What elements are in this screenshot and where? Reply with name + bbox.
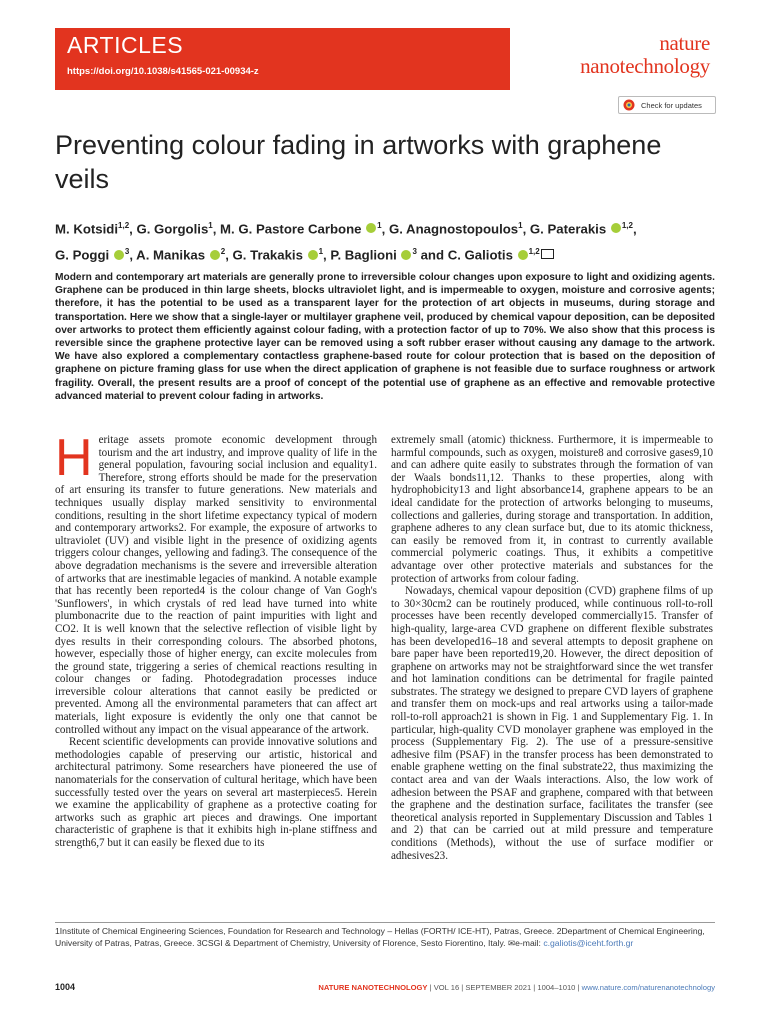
affiliations-footnote [55,925,715,950]
check-updates-label: Check for updates [641,100,702,110]
orcid-icon[interactable] [518,250,528,260]
doi-link[interactable]: https://doi.org/10.1038/s41565-021-00934-z [67,66,259,77]
affiliations-text: 1Institute of Chemical Engineering Sciences, Foundation for Research and Technology – Hellas (FORTH/ ICE-HT), Patras, Greece. 2Department of Chemical Engineering, University of Patras, Patras, Greece. 3CSGI & Department of Chemistry, University of Florence, Sesto Fiorentino, Italy. [55,926,705,949]
journal-name-line2: nanotechnology [580,54,710,78]
authors-line-1: M. Kotsidi$^{1,2}$, G. Gorgolis$^1$, M. G. Pastore Carbone $^1$, G. Anagnostopoulos$^1$, G. Paterakis $^{1,2}$, [55,221,637,237]
paragraph [55,429,377,736]
email-envelope-icon[interactable] [541,249,554,259]
footer-citation [299,983,715,992]
email-link[interactable]: c.galiotis@iceht.forth.gr [543,938,634,949]
body-column-left [55,429,377,850]
footer-issue: | VOL 16 | SEPTEMBER 2021 | 1004–1010 | [427,983,582,992]
check-for-updates-button[interactable] [618,96,716,114]
orcid-icon[interactable] [611,223,621,233]
paragraph: Nowadays, chemical vapour deposition (CVD) graphene films of up to 30×30cm2 can be routinely produced, while continuous roll-to-roll processes have been recently developed commercially15. Transfer of high-quality, large-area CVD graphene on different flexible substrates has been developed16–18 and several attempts to deposit graphene on bare paper have been reported19,20. However, the direct deposition of graphene on artworks may not be straightforward since the wet transfer and hot lamination conditions can be detrimental for fragile painted substrates. The strategy we designed to prepare CVD layers of graphene and transfer them on mock-ups and real artworks using a tailor-made roll-to-roll approach21 is shown in Fig. 1 and Supplementary Fig. 1. In particular, high-quality CVD monolayer graphene was employed in the process (Supplementary Fig. 2). The use of a pressure-sensitive adhesive film (PSAF) in the transfer process has been demonstrated to enable graphene wetting on the final substrate22, thus maximizing the contact area and van der Waals interactions. Also, the low work of adhesion between the PSAF and graphene, compared with that between the graphene and the destination surface, facilitates the transfer (see theoretical analysis reported in Supplementary Discussion and Tables 1 and 2) that can be carried out at mild pressure and temperature conditions (Methods), without the use of surface modifier or adhesives23. [391,585,713,862]
section-label: ARTICLES [67,32,184,58]
body-column-right [391,434,713,862]
email-icon: ✉ [507,938,516,949]
page-number: 1004 [55,982,76,992]
footnote-divider [55,922,715,923]
footer-url-link[interactable]: www.nature.com/naturenanotechnology [581,983,715,992]
paragraph: Recent scientific developments can provide innovative solutions and methodologies capable of preserving our artistic, historical and architectural patrimony. Some researchers have pioneered the use of nanomaterials for the conservation of cultural heritage, which have been successfully tested over the years on several art masterpieces5. Herein we examine the applicability of graphene as a protective coating for artworks such as graphic art pieces and drawings. One important characteristic of graphene is that it exhibits high in-plane stiffness and strength6,7 but it can easily be flexed due to its [55,736,377,849]
paragraph-text: eritage assets promote economic development through tourism and the art industry, and improve quality of life in the general population, favouring social inclusion and equality1. Therefore, strong efforts should be made for the preservation of art ensuring its transfer to future generations. New materials and techniques usually display marked sensitivity to environmental conditions, resulting in the short lifetime expectancy typical of modern and contemporary artworks2. For example, the exposure of artworks to ultraviolet (UV) and visible light in the presence of oxidizing agents triggers colour changes, yellowing and fading3. The consequence of the above degradation mechanisms is the severe and irreversible alteration of artworks that are inestimable legacies of mankind. A notable example that has recently been reported4 is the colour change of Van Gogh's 'Sunflowers', in which crystals of red lead have turned into white plumbonacrite due to the reaction of paint impurities with light and CO2. It is well known that the selective reflection of visible light by dyes results in their corresponding colours. The absorbed photons, however, especially those of higher energy, can excite molecules from the ground state, triggering a series of chemical reactions resulting in colour changes or fading. Photodegradation processes induce irreversible colour alterations that cannot easily be predicted or prevented. Among all the environmental parameters that can affect art materials, light exposure is evidently the only one that cannot be controlled without any impact on the visual appearance of the artwork. [55,434,377,736]
abstract: Modern and contemporary art materials are generally prone to irreversible colour changes upon exposure to light and oxidizing agents. Graphene can be produced in thin large sheets, blocks ultraviolet light, and is impermeable to oxygen, moisture and corrosive agents; therefore, it has the potential to be used as a transparent layer for the protection of art objects in museums, during storage and transportation. Here we show that a single-layer or multilayer graphene veil, produced by chemical vapour deposition, can be deposited over artworks to protect them efficiently against colour fading, with a protection factor of up to 70%. We also show that this process is reversible since the graphene protective layer can be removed using a soft rubber eraser without causing any damage to the artwork. We have also explored a complementary contactless graphene-based route for colour protection that is based on the deposition of graphene on picture framing glass for use when the direct application of graphene is not feasible due to surface roughness or artwork fragility. Overall, the present results are a proof of concept of the potential use of graphene as an effective and removable protective advanced material to prevent colour fading in artworks. [55,272,715,402]
orcid-icon[interactable] [114,250,124,260]
check-updates-icon [623,99,635,111]
authors-line-2: G. Poggi $^3$, A. Manikas $^2$, G. Trakakis $^1$, P. Baglioni $^3$ and C. Galiotis $^{1,2}$ [55,240,715,266]
header-bar [0,0,768,90]
footer-journal-name: NATURE NANOTECHNOLOGY [318,983,428,992]
journal-name-line1: nature [659,31,710,55]
drop-cap: H [55,429,93,487]
orcid-icon[interactable] [401,250,411,260]
paragraph: extremely small (atomic) thickness. Furthermore, it is impermeable to harmful compounds, such as oxygen, moisture8 and corrosive gases9,10 and can adhere quite easily to substrates through the formation of van der Waals bonds11,12. Thanks to these properties, along with hydrophobicity13 and light absorbance14, graphene appears to be an ideal candidate for the protection of artworks belonging to museums, collections and galleries, during storage and transportation. In addition, graphene adheres to any clean surface but, due to its atomic thickness, can easily be removed from it, in contrast to currently available commercial polymeric coatings. Thus, it exhibits a competitive advantage over other protective materials and substances for the protection of artworks from colour fading. [391,434,713,585]
journal-logo [520,32,710,78]
author-list [55,214,715,267]
orcid-icon[interactable] [366,223,376,233]
orcid-icon[interactable] [308,250,318,260]
email-label: e-mail: [515,938,544,949]
orcid-icon[interactable] [210,250,220,260]
article-title: Preventing colour fading in artworks with graphene veils [55,130,662,194]
